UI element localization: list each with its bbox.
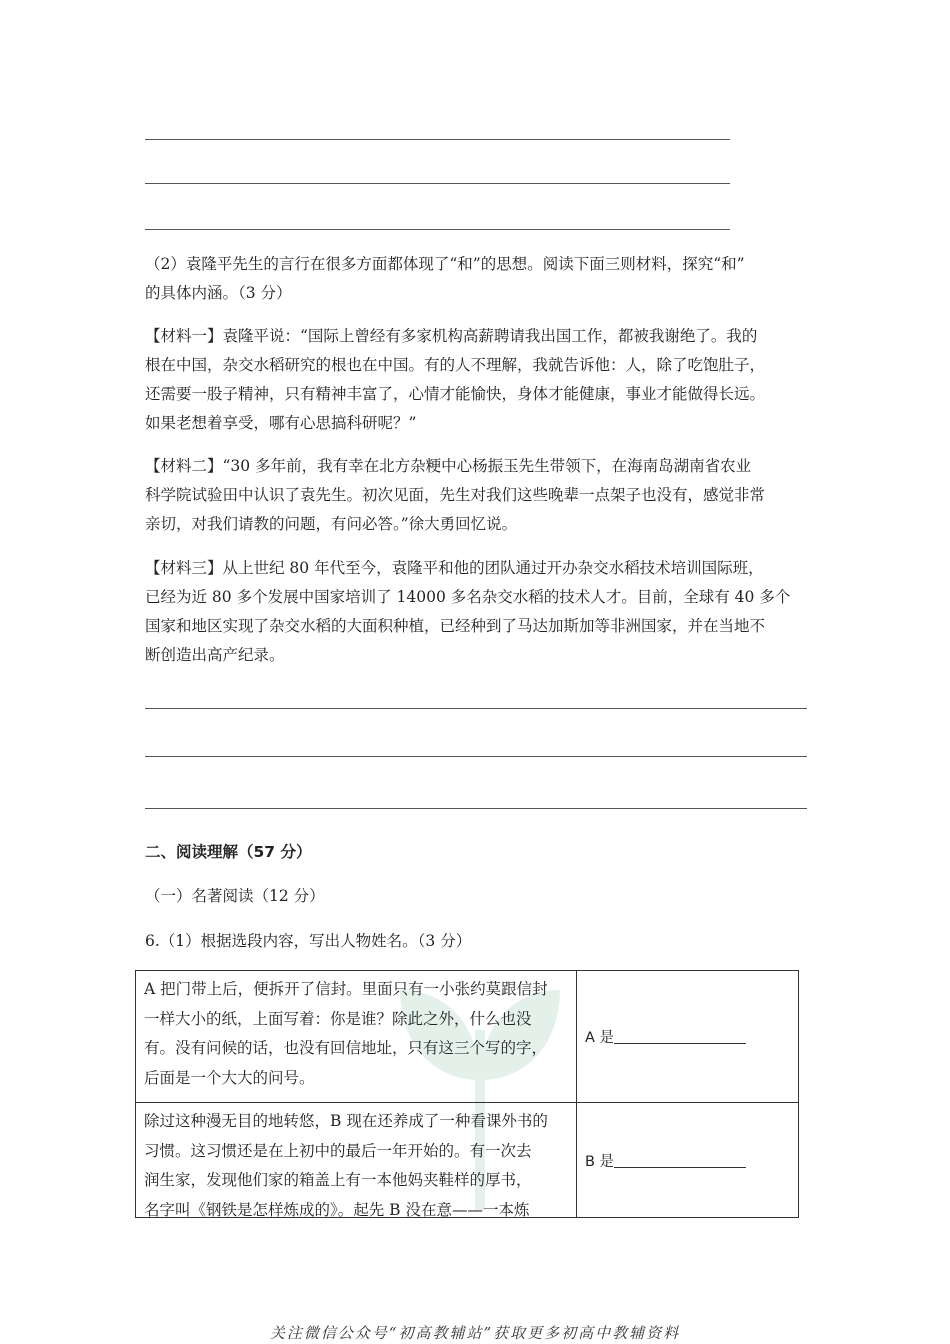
- excerpt-line: 名字叫《钢铁是怎样炼成的》。起先 B 没在意——一本炼: [144, 1200, 530, 1217]
- excerpt-line: 有。没有问候的话，也没有回信地址，只有这三个写的字，: [144, 1039, 548, 1057]
- excerpt-line: 润生家，发现他们家的箱盖上有一本他妈夹鞋样的厚书，: [144, 1171, 532, 1189]
- material-line: 根在中国，杂交水稻研究的根也在中国。有的人不理解，我就告诉他：人，除了吃饱肚子，: [145, 356, 766, 374]
- question-prompt: [145, 250, 810, 308]
- material-three: [145, 554, 810, 670]
- material-line: 【材料一】袁隆平说：“国际上曾经有多家机构高薪聘请我出国工作，都被我谢绝了。我的: [145, 327, 758, 345]
- character-name-table: [135, 970, 799, 1218]
- answer-line[interactable]: [145, 756, 807, 757]
- answer-line[interactable]: [145, 808, 807, 809]
- excerpt-line: 除过这种漫无目的地转悠，B 现在还养成了一种看课外书的: [144, 1112, 548, 1130]
- answer-line[interactable]: [145, 708, 807, 709]
- prompt-line: 的具体内涵。（3 分）: [145, 284, 292, 302]
- footer-notice: 关注微信公众号“初高教辅站”获取更多初高中教辅资料: [269, 1324, 681, 1342]
- answer-label: B 是: [585, 1153, 615, 1170]
- excerpt-line: 习惯。这习惯还是在上初中的最后一年开始的。有一次去: [144, 1141, 532, 1160]
- table-row: [136, 971, 799, 1103]
- material-line: 如果老想着享受，哪有心思搞科研呢？”: [145, 414, 417, 432]
- answer-cell: [577, 1103, 799, 1218]
- material-two: [145, 452, 810, 539]
- answer-cell: [577, 971, 799, 1103]
- material-line: 【材料三】从上世纪 80 年代至今，袁隆平和他的团队通过开办杂交水稻技术培训国际班，: [145, 559, 764, 577]
- answer-line[interactable]: [145, 229, 730, 230]
- material-line: 亲切，对我们请教的问题，有问必答。”徐大勇回忆说。: [145, 515, 518, 533]
- excerpt-line: 后面是一个大大的问号。: [144, 1068, 315, 1087]
- excerpt-line: A 把门带上后，便拆开了信封。里面只有一小张约莫跟信封: [144, 980, 548, 998]
- answer-line[interactable]: [145, 183, 730, 184]
- excerpt-line: 一样大小的纸，上面写着：你是谁？除此之外，什么也没: [144, 1009, 532, 1028]
- excerpt-cell: [136, 1103, 577, 1218]
- answer-label: A 是: [585, 1030, 615, 1046]
- material-one: [145, 322, 810, 438]
- material-line: 断创造出高产纪录。: [145, 646, 285, 664]
- material-line: 国家和地区实现了杂交水稻的大面积种植，已经种到了马达加斯加等非洲国家，并在当地不: [145, 617, 766, 635]
- material-line: 科学院试验田中认识了袁先生。初次见面，先生对我们这些晚辈一点架子也没有，感觉非常: [145, 486, 766, 504]
- material-line: 【材料二】“30 多年前，我有幸在北方杂粳中心杨振玉先生带领下，在海南岛湖南省农业: [145, 457, 752, 475]
- prompt-line: （2）袁隆平先生的言行在很多方面都体现了“和”的思想。阅读下面三则材料，探究“和”: [145, 255, 745, 273]
- answer-blank[interactable]: [614, 1153, 746, 1168]
- question-six-prompt: 6.（1）根据选段内容，写出人物姓名。（3 分）: [145, 932, 472, 950]
- answer-blank[interactable]: [614, 1029, 746, 1044]
- table-row: [136, 1103, 799, 1218]
- excerpt-cell: [136, 971, 577, 1103]
- material-line: 还需要一股子精神，只有精神丰富了，心情才能愉快，身体才能健康，事业才能做得长远。: [145, 385, 766, 403]
- subsection-title: （一）名著阅读（12 分）: [145, 887, 325, 905]
- answer-line[interactable]: [145, 139, 730, 140]
- section-title: 二、阅读理解（57 分）: [145, 843, 312, 861]
- material-line: 已经为近 80 多个发展中国家培训了 14000 多名杂交水稻的技术人才。目前，全球有 40 多个: [145, 588, 791, 606]
